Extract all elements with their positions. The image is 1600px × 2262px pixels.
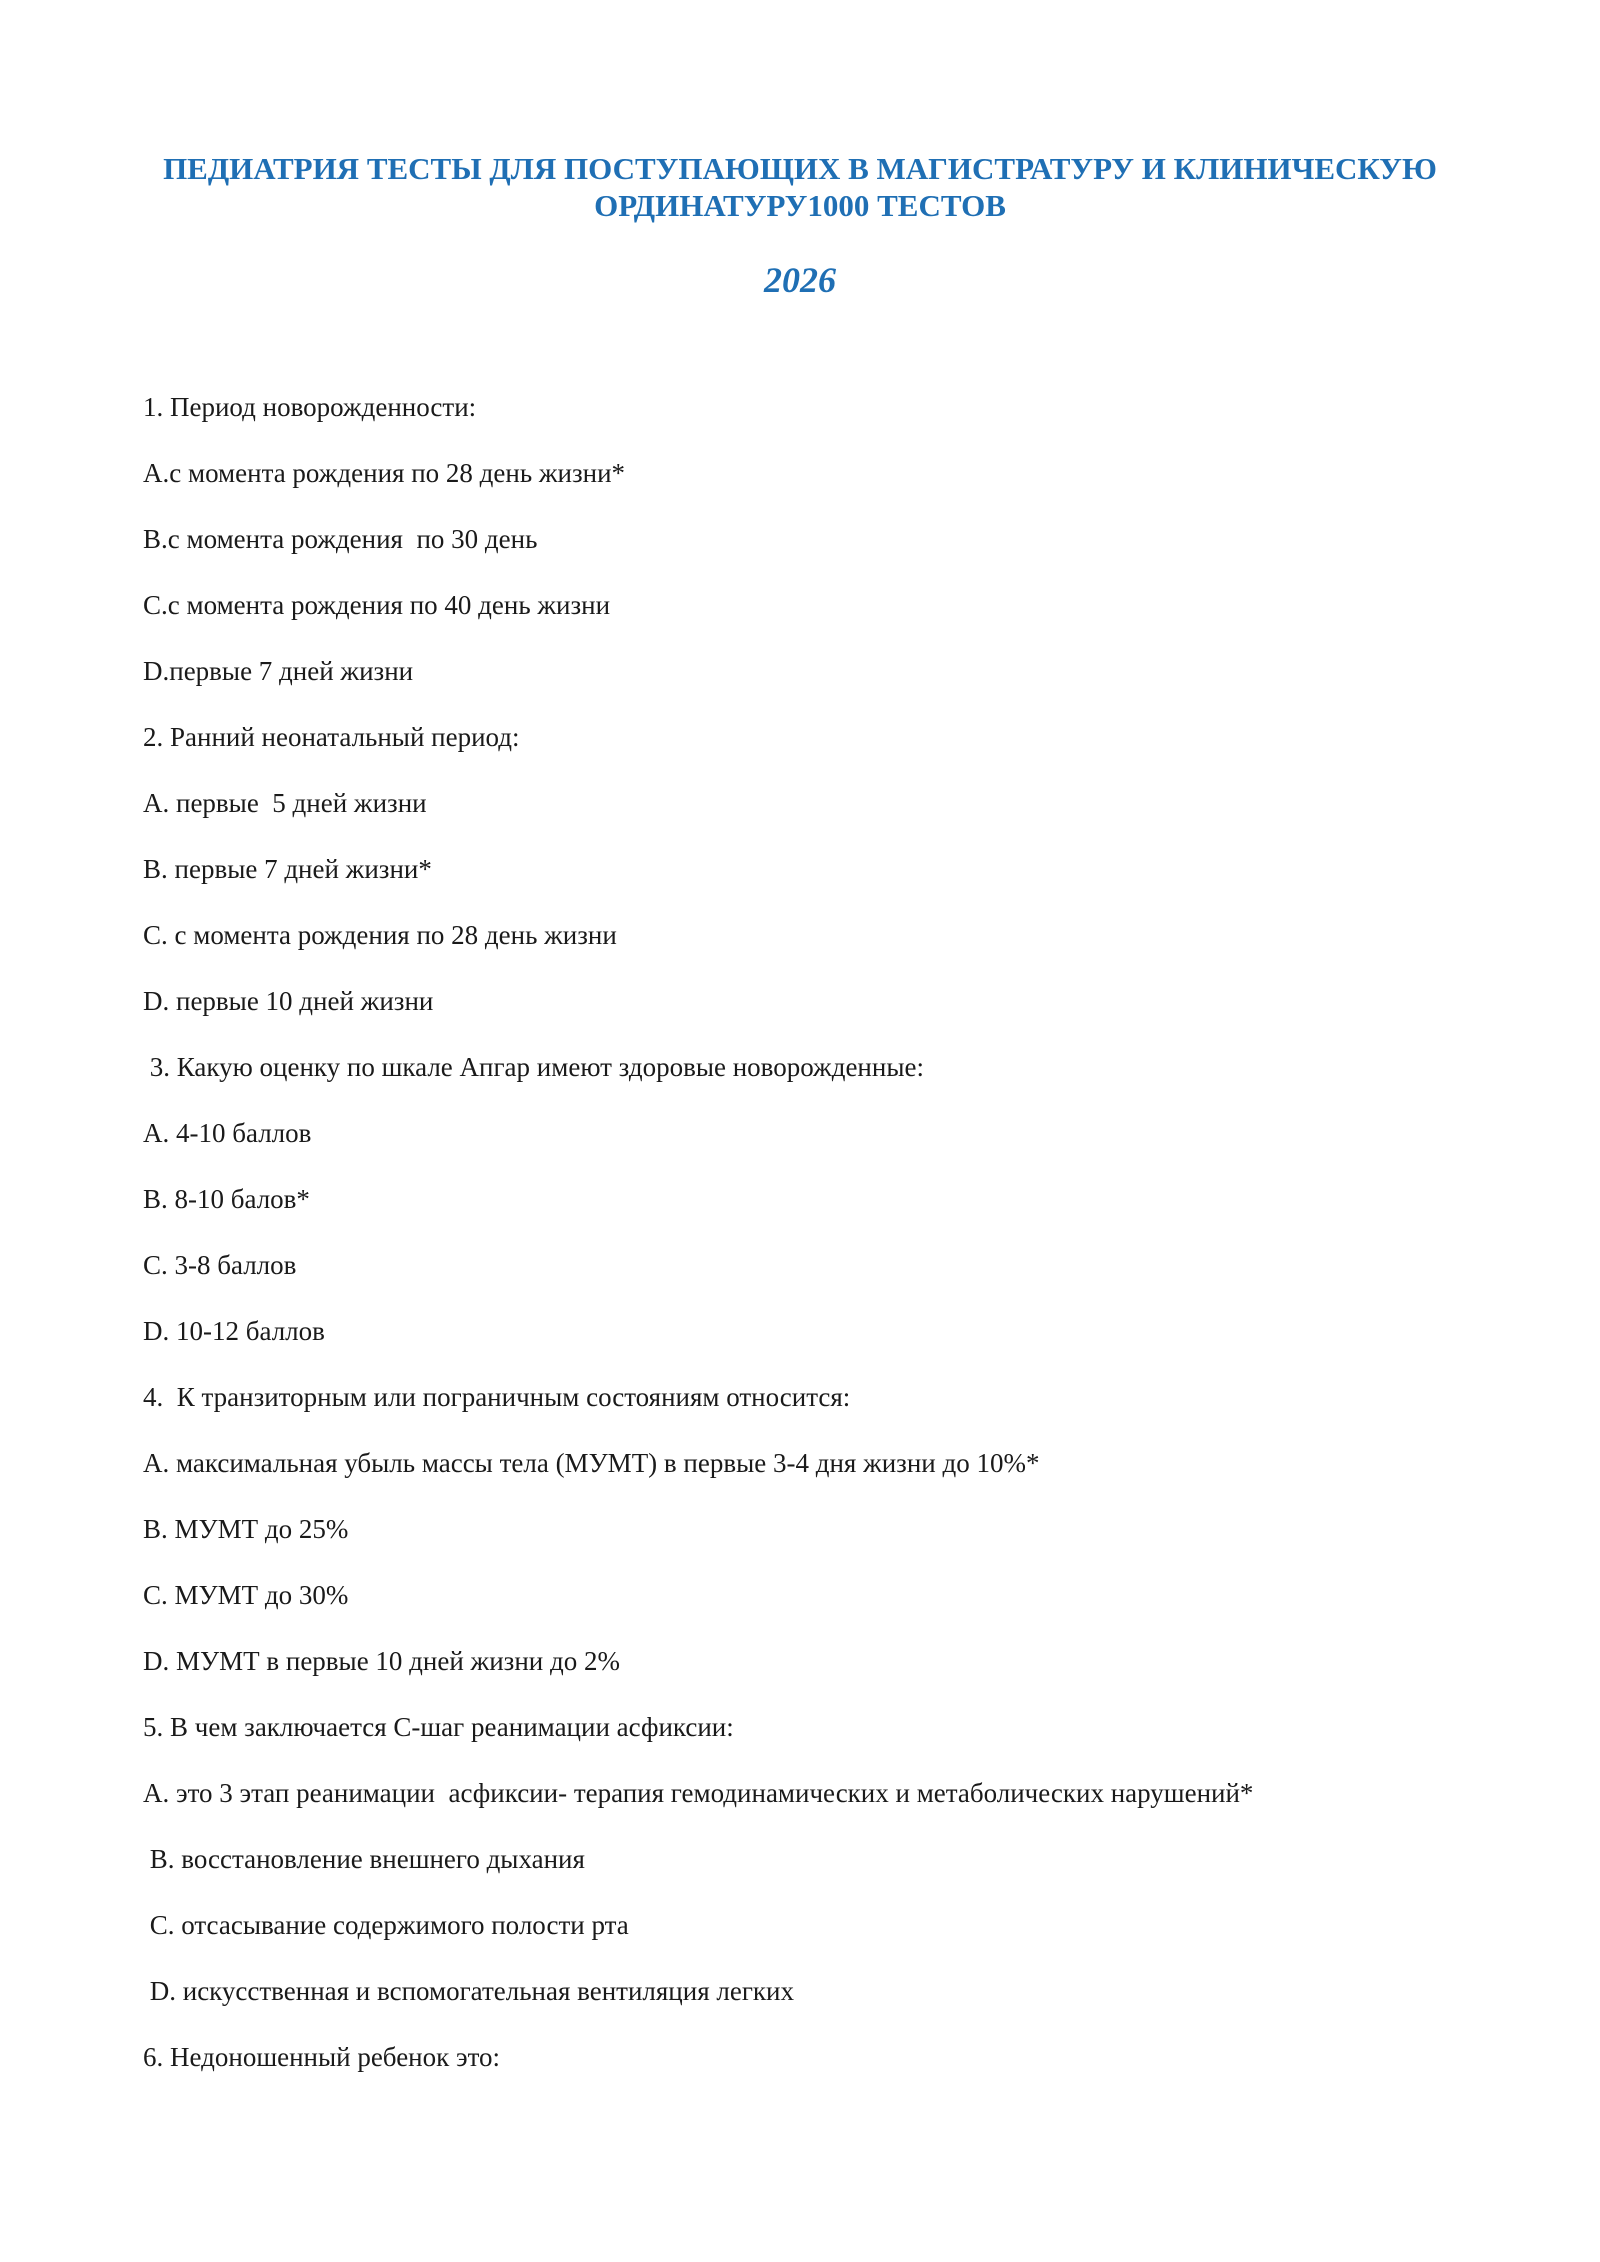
answer-5a: A. это 3 этап реанимации асфиксии- терапия гемодинамических и метаболических нарушений* bbox=[143, 1778, 1254, 1808]
answer-1c: C.с момента рождения по 40 день жизни bbox=[143, 590, 611, 620]
answer-4c: C. МУМТ до 30% bbox=[143, 1580, 349, 1610]
answer-4b: B. МУМТ до 25% bbox=[143, 1514, 349, 1544]
answer-3c: C. 3-8 баллов bbox=[143, 1250, 297, 1280]
answer-2d: D. первые 10 дней жизни bbox=[143, 986, 434, 1016]
question-3: 3. Какую оценку по шкале Апгар имеют здоровые новорожденные: bbox=[143, 1052, 924, 1082]
answer-3b: B. 8-10 балов* bbox=[143, 1184, 310, 1214]
question-1: 1. Период новорожденности: bbox=[143, 392, 477, 422]
test-content bbox=[143, 374, 1523, 2090]
question-4: 4. К транзиторным или пограничным состояниям относится: bbox=[143, 1382, 851, 1412]
answer-3a: A. 4-10 баллов bbox=[143, 1118, 312, 1148]
answer-4a: A. максимальная убыль массы тела (МУМТ) в первые 3-4 дня жизни до 10%* bbox=[143, 1448, 1040, 1478]
document-title: ПЕДИАТРИЯ ТЕСТЫ ДЛЯ ПОСТУПАЮЩИХ В МАГИСТРАТУРУ И КЛИНИЧЕСКУЮ ОРДИНАТУРУ1000 ТЕСТОВ bbox=[163, 151, 1437, 223]
answer-5d: D. искусственная и вспомогательная вентиляция легких bbox=[143, 1976, 794, 2006]
answer-5c: C. отсасывание содержимого полости рта bbox=[143, 1910, 629, 1940]
question-5: 5. В чем заключается С-шаг реанимации асфиксии: bbox=[143, 1712, 734, 1742]
answer-5b: B. восстановление внешнего дыхания bbox=[143, 1844, 585, 1874]
document-year: 2026 bbox=[764, 260, 836, 300]
question-6: 6. Недоношенный ребенок это: bbox=[143, 2042, 501, 2072]
answer-2a: A. первые 5 дней жизни bbox=[143, 788, 427, 818]
answer-4d: D. МУМТ в первые 10 дней жизни до 2% bbox=[143, 1646, 620, 1676]
answer-1a: A.с момента рождения по 28 день жизни* bbox=[143, 458, 626, 488]
answer-2b: B. первые 7 дней жизни* bbox=[143, 854, 432, 884]
answer-2c: C. с момента рождения по 28 день жизни bbox=[143, 920, 617, 950]
answer-1b: B.с момента рождения по 30 день bbox=[143, 524, 538, 554]
question-2: 2. Ранний неонатальный период: bbox=[143, 722, 520, 752]
answer-1d: D.первые 7 дней жизни bbox=[143, 656, 414, 686]
answer-3d: D. 10-12 баллов bbox=[143, 1316, 325, 1346]
